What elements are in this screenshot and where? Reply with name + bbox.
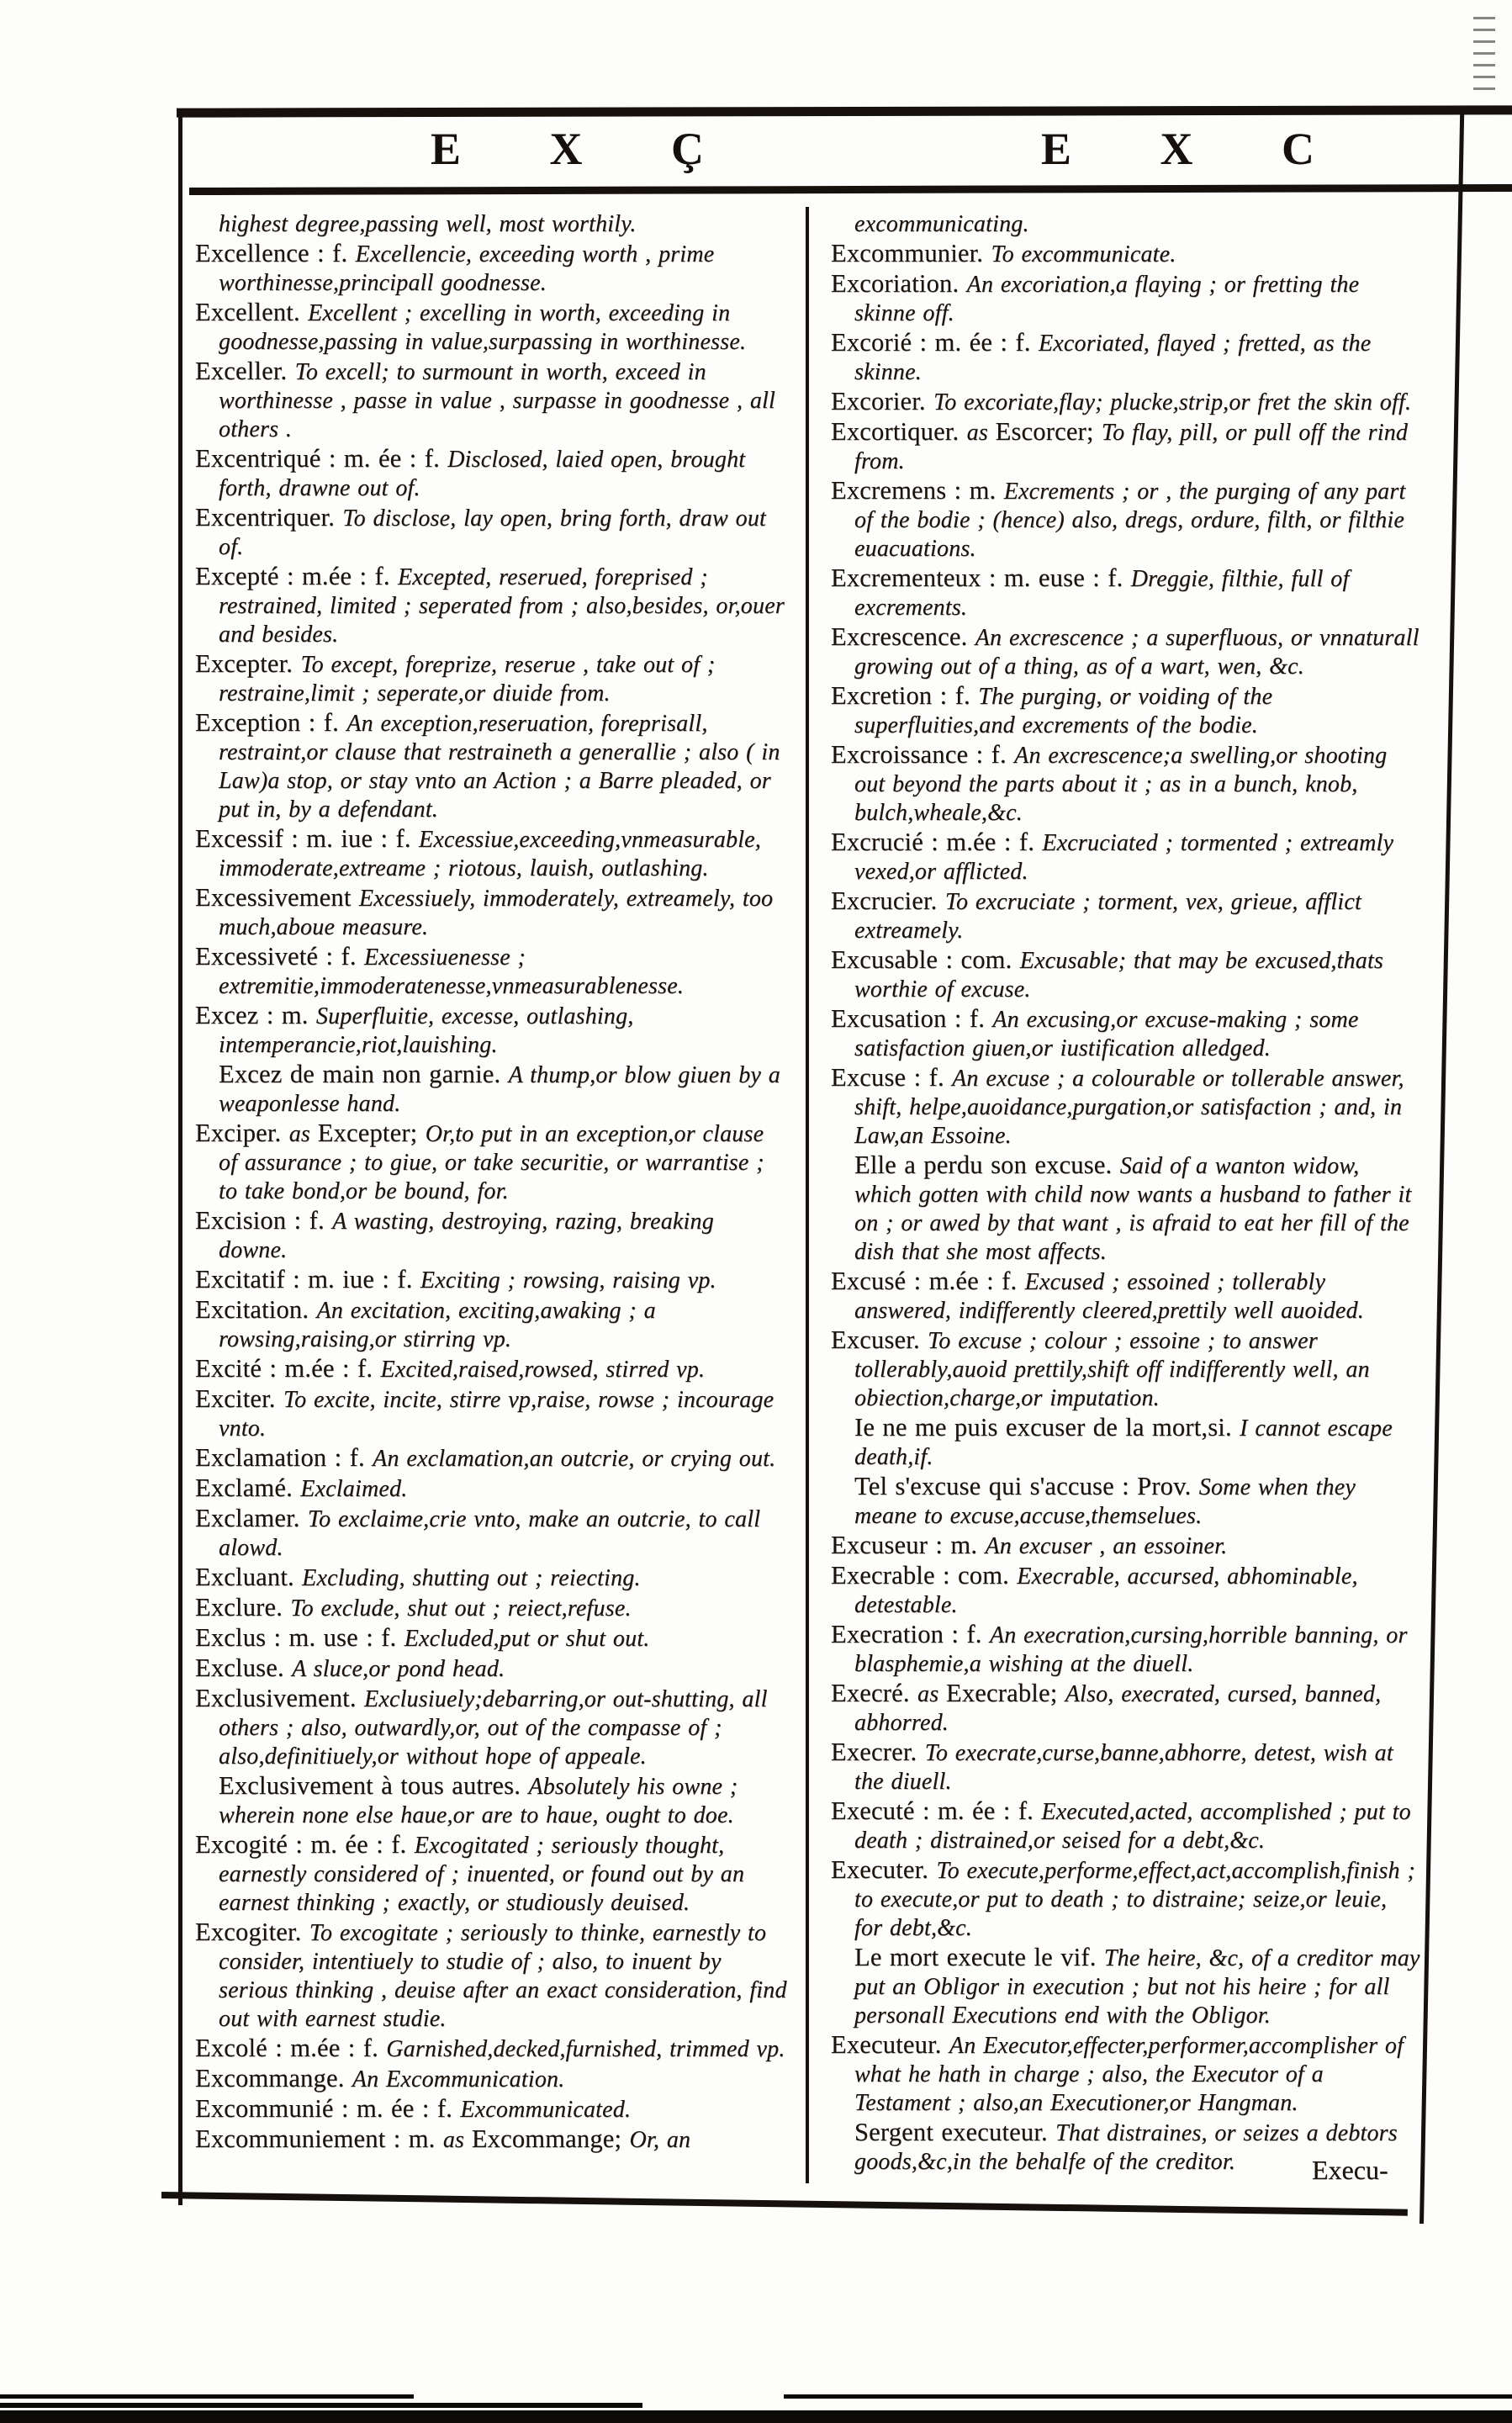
headword: Excusable : com. bbox=[831, 945, 1020, 974]
catchword: Execu- bbox=[1312, 2155, 1388, 2185]
definition-text: An excitation, exciting,awaking ; a rowsing,raising,or stirring vp. bbox=[219, 1298, 656, 1352]
dictionary-entry bbox=[195, 357, 787, 444]
definition-text: To exclaime,crie vnto, make an outcrie, to call alowd. bbox=[219, 1506, 761, 1561]
roman-text: Excepter; bbox=[317, 1119, 426, 1147]
definition-text: as bbox=[442, 2127, 472, 2153]
scan-artifact bbox=[784, 2394, 1512, 2399]
headword: Excessivement bbox=[195, 883, 359, 912]
definition-text: Excoriated, flayed ; fretted, as the skinne. bbox=[854, 331, 1372, 385]
definition-text: An excuser , an essoiner. bbox=[985, 1533, 1228, 1559]
definition-text: Also, execrated, cursed, banned, abhorred. bbox=[854, 1681, 1382, 1736]
definition-text: Absolutely his owne ; wherein none else haue,or are to haue, ought to doe. bbox=[219, 1774, 738, 1828]
roman-text: Tel s'excuse qui s'accuse : Prov. bbox=[854, 1472, 1199, 1500]
dictionary-entry bbox=[831, 681, 1421, 740]
headword: Exclamation : f. bbox=[195, 1443, 373, 1472]
headword: Excretion : f. bbox=[831, 681, 979, 710]
headword: Excogité : m. ée : f. bbox=[195, 1830, 415, 1859]
headword: Exciter. bbox=[195, 1384, 283, 1413]
dictionary-subentry bbox=[195, 1771, 787, 1830]
headword: Excolé : m.ée : f. bbox=[195, 2034, 387, 2062]
dictionary-entry bbox=[195, 239, 787, 298]
headword: Exclus : m. use : f. bbox=[195, 1623, 404, 1652]
dictionary-entry bbox=[831, 1855, 1421, 1943]
running-head-left: E X Ç bbox=[431, 124, 743, 174]
running-head-right: E X C bbox=[1041, 124, 1354, 174]
scan-artifact bbox=[0, 2403, 642, 2408]
dictionary-entry bbox=[831, 1561, 1421, 1620]
dictionary-entry bbox=[831, 328, 1421, 387]
roman-text: Excez de main non garnie. bbox=[219, 1060, 509, 1088]
dictionary-entry bbox=[195, 649, 787, 708]
dictionary-entry bbox=[195, 883, 787, 942]
headword: Exception : f. bbox=[195, 708, 347, 737]
roman-text: Le mort execute le vif. bbox=[854, 1943, 1104, 1971]
definition-text: Excused ; essoined ; tollerably answered, indifferently cleered,prettily well auoided. bbox=[854, 1269, 1364, 1324]
definition-text: Disclosed, laied open, brought forth, drawne out of. bbox=[219, 447, 746, 501]
dictionary-entry bbox=[195, 1653, 787, 1684]
definition-text: Exclaimed. bbox=[300, 1476, 408, 1502]
definition-text: Excrements ; or , the purging of any part of the bodie ; (hence) also, dregs, ordure, filth, or filthie euacuations. bbox=[854, 479, 1406, 562]
dictionary-entry bbox=[831, 828, 1421, 886]
dictionary-entry bbox=[831, 476, 1421, 563]
headword: Excitatif : m. iue : f. bbox=[195, 1265, 420, 1294]
headword: Excité : m.ée : f. bbox=[195, 1354, 381, 1383]
definition-text: An excoriation,a flaying ; or fretting the skinne off. bbox=[854, 272, 1360, 326]
dictionary-entry bbox=[195, 708, 787, 824]
dictionary-entry bbox=[195, 2034, 787, 2064]
roman-text: Sergent executeur. bbox=[854, 2118, 1056, 2146]
definition-text: An exclamation,an outcrie, or crying out. bbox=[373, 1446, 776, 1472]
definition-text: Or,to put in an exception,or clause of assurance ; to giue, or take securitie, or warrantise ; to take bond,or be bound, for. bbox=[219, 1121, 764, 1204]
definition-text: Said of a wanton widow, which gotten with child now wants a husband to father it on ; or awed by that want , is afraid to eat her fill of the dish that she most affects. bbox=[854, 1153, 1412, 1265]
headword: Excellent. bbox=[195, 298, 309, 326]
definition-text: Excommunicated. bbox=[460, 2097, 632, 2123]
definition-text: To execrate,curse,banne,abhorre, detest, wish at the diuell. bbox=[854, 1740, 1393, 1795]
roman-text: Ie ne me puis excuser de la mort,si. bbox=[854, 1413, 1240, 1442]
definition-text: Exclusiuely;debarring,or out-shutting, all others ; also, outwardly,or, out of the compasse of ; also,definitiuely,or without hope of appeale. bbox=[219, 1686, 768, 1770]
dictionary-entry bbox=[195, 1473, 787, 1504]
definition-text: Excusable; that may be excused,thats worthie of excuse. bbox=[854, 948, 1384, 1003]
definition-text: The purging, or voiding of the superfluities,and excrements of the bodie. bbox=[854, 684, 1273, 738]
dictionary-entry bbox=[195, 1623, 787, 1653]
dictionary-entry bbox=[195, 1443, 787, 1473]
definition-text: An Executor,effecter,performer,accomplisher of what he hath in charge ; also, the Executor of a Testament ; also,an Executioner,or Hangman. bbox=[854, 2033, 1404, 2116]
definition-text: To excruciate ; torment, vex, grieue, afflict extreamely. bbox=[854, 889, 1361, 944]
right-column bbox=[831, 210, 1421, 2177]
dictionary-entry bbox=[831, 269, 1421, 328]
scan-artifact bbox=[0, 2394, 414, 2399]
headword: Exclusivement. bbox=[195, 1684, 365, 1712]
headword: Excitation. bbox=[195, 1295, 317, 1324]
headword: Excusation : f. bbox=[831, 1004, 993, 1033]
dictionary-entry bbox=[195, 1563, 787, 1593]
definition-text: To except, foreprize, reserue , take out of ; restraine,limit ; seperate,or diuide from. bbox=[219, 652, 716, 706]
headword: Excremens : m. bbox=[831, 476, 1004, 505]
definition-text: Excepted, reserued, foreprised ; restrained, limited ; seperated from ; also,besides, or,ouer and besides. bbox=[219, 564, 785, 648]
dictionary-entry bbox=[195, 1593, 787, 1623]
headword: Excorié : m. ée : f. bbox=[831, 328, 1039, 357]
definition-text: To disclose, lay open, bring forth, draw out of. bbox=[219, 505, 767, 560]
headword: Execré. bbox=[831, 1679, 917, 1707]
definition-text: Excessiuenesse ; extremitie,immoderatenesse,vnmeasurablenesse. bbox=[219, 944, 685, 999]
dictionary-entry bbox=[195, 1918, 787, 2034]
headword: Excogiter. bbox=[195, 1918, 309, 1946]
roman-text: Exclusivement à tous autres. bbox=[219, 1771, 529, 1800]
headword: Execrable : com. bbox=[831, 1561, 1018, 1590]
dictionary-entry bbox=[831, 1679, 1421, 1738]
headword: Executer. bbox=[831, 1855, 937, 1884]
dictionary-entry bbox=[831, 387, 1421, 417]
dictionary-entry bbox=[195, 1384, 787, 1443]
definition-text: Excogitated ; seriously thought, earnestly considered of ; inuented, or found out by an earnest thinking ; exactly, or studiously deuised. bbox=[219, 1833, 745, 1916]
headword: Excepter. bbox=[195, 649, 301, 678]
dictionary-entry bbox=[831, 563, 1421, 622]
dictionary-subentry bbox=[831, 1151, 1421, 1267]
dictionary-entry bbox=[195, 1265, 787, 1295]
dictionary-entry bbox=[831, 740, 1421, 828]
header-rule bbox=[189, 184, 1512, 195]
dictionary-subentry bbox=[831, 1413, 1421, 1472]
headword: Excommunié : m. ée : f. bbox=[195, 2094, 461, 2123]
dictionary-entry bbox=[195, 2064, 787, 2094]
headword: Excortiquer. bbox=[831, 417, 967, 446]
headword: Excessif : m. iue : f. bbox=[195, 824, 420, 853]
headword: Excuseur : m. bbox=[831, 1531, 986, 1559]
definition-text: Excellent ; excelling in worth, exceeding in goodnesse,passing in value,surpassing in worthinesse. bbox=[219, 300, 747, 355]
dictionary-entry bbox=[831, 239, 1421, 269]
dictionary-entry bbox=[195, 444, 787, 503]
definition-text: Superfluitie, excesse, outlashing, intemperancie,riot,lauishing. bbox=[219, 1003, 634, 1058]
definition-text: excommunicating. bbox=[854, 211, 1029, 237]
definition-text: A sluce,or pond head. bbox=[292, 1656, 505, 1682]
left-column bbox=[195, 210, 787, 2155]
dictionary-entry bbox=[195, 824, 787, 883]
dictionary-entry bbox=[831, 417, 1421, 476]
definition-text: as bbox=[288, 1121, 318, 1147]
headword: Excrucié : m.ée : f. bbox=[831, 828, 1043, 856]
page-border-left bbox=[178, 109, 182, 2205]
headword: Excrescence. bbox=[831, 622, 975, 651]
headword: Excrucier. bbox=[831, 886, 945, 915]
headword: Excez : m. bbox=[195, 1001, 316, 1029]
definition-text: Garnished,decked,furnished, trimmed vp. bbox=[386, 2036, 785, 2062]
headword: Exclamer. bbox=[195, 1504, 308, 1532]
headword: Excorier. bbox=[831, 387, 934, 415]
definition-text: To execute,performe,effect,act,accomplish,finish ; to execute,or put to death ; to distraine; seize,or leuie, for debt,&c. bbox=[854, 1858, 1415, 1941]
dictionary-entry bbox=[831, 1796, 1421, 1855]
definition-text: An excrescence ; a superfluous, or vnnaturall growing out of a thing, as of a wart, wen, &c. bbox=[854, 625, 1419, 680]
definition-text: highest degree,passing well, most worthily. bbox=[219, 211, 637, 237]
definition-text: To excuse ; colour ; essoine ; to answer tollerably,auoid prettily,shift off indifferently well, an obiection,charge,or imputation. bbox=[854, 1328, 1370, 1411]
headword: Excessiveté : f. bbox=[195, 942, 364, 971]
dictionary-entry bbox=[195, 1504, 787, 1563]
definition-text: Dreggie, filthie, full of excrements. bbox=[854, 566, 1350, 621]
scan-speckle bbox=[1473, 17, 1495, 93]
dictionary-entry bbox=[831, 1325, 1421, 1413]
headword: Excommuniement : m. bbox=[195, 2124, 443, 2153]
roman-text: Elle a perdu son excuse. bbox=[854, 1151, 1120, 1179]
dictionary-entry bbox=[831, 1063, 1421, 1151]
definition-text: as bbox=[917, 1681, 946, 1707]
headword: Executeur. bbox=[831, 2030, 949, 2059]
headword: Excentriqué : m. ée : f. bbox=[195, 444, 448, 473]
headword: Excentriquer. bbox=[195, 503, 343, 532]
definition-text: The heire, &c, of a creditor may put an Obligor in execution ; but not his heire ; for all personall Executions end with the Obligor. bbox=[854, 1945, 1420, 2029]
dictionary-entry bbox=[831, 1531, 1421, 1561]
dictionary-entry bbox=[195, 1119, 787, 1206]
dictionary-entry bbox=[831, 886, 1421, 945]
headword: Exclure. bbox=[195, 1593, 291, 1622]
headword: Excrementeux : m. euse : f. bbox=[831, 563, 1131, 592]
definition-text: Exciting ; rowsing, raising vp. bbox=[420, 1267, 716, 1294]
definition-text: An execration,cursing,horrible banning, or blasphemie,a wishing at the diuell. bbox=[854, 1622, 1408, 1677]
dictionary-subentry bbox=[195, 210, 787, 239]
definition-text: To flay, pill, or pull off the rind from. bbox=[854, 420, 1409, 474]
dictionary-entry bbox=[831, 945, 1421, 1004]
definition-text: A wasting, destroying, razing, breaking downe. bbox=[219, 1209, 714, 1263]
definition-text: An exception,reseruation, foreprisall, restraint,or clause that restraineth a generallie ; also ( in Law)a stop, or stay vnto an Action ; a Barre pleaded, or put in, by a defendant. bbox=[219, 711, 780, 823]
definition-text: Excessiuely, immoderately, extreamely, too much,aboue measure. bbox=[219, 886, 774, 940]
headword: Executé : m. ée : f. bbox=[831, 1796, 1042, 1825]
definition-text: Executed,acted, accomplished ; put to death ; distrained,or seised for a debt,&c. bbox=[854, 1799, 1411, 1854]
definition-text: To excoriate,flay; plucke,strip,or fret the skin off. bbox=[933, 389, 1412, 415]
dictionary-entry bbox=[831, 1004, 1421, 1063]
definition-text: An excrescence;a swelling,or shooting out beyond the parts about it ; as in a bunch, knob, bulch,wheale,&c. bbox=[854, 743, 1388, 826]
dictionary-entry bbox=[195, 1206, 787, 1265]
dictionary-entry bbox=[195, 1684, 787, 1771]
definition-text: An excuse ; a colourable or tollerable answer, shift, helpe,auoidance,purgation,or satisfaction ; and, in Law,an Essoine. bbox=[854, 1066, 1404, 1149]
definition-text: Some when they meane to excuse,accuse,themselues. bbox=[854, 1474, 1356, 1529]
definition-text: To excogitate ; seriously to thinke, earnestly to consider, intentiuely to studie of ; also, to inuent by serious thinking , deuise after an exact consideration, find out with earnest studie. bbox=[219, 1920, 787, 2032]
dictionary-entry bbox=[195, 942, 787, 1001]
dictionary-subentry bbox=[195, 1060, 787, 1119]
bottom-rule bbox=[161, 2192, 1408, 2216]
dictionary-entry bbox=[831, 1738, 1421, 1796]
dictionary-subentry bbox=[831, 1472, 1421, 1531]
definition-text: To exclude, shut out ; reiect,refuse. bbox=[290, 1595, 632, 1622]
definition-text: An Excommunication. bbox=[352, 2066, 565, 2092]
dictionary-entry bbox=[195, 2094, 787, 2124]
dictionary-entry bbox=[195, 298, 787, 357]
headword: Excoriation. bbox=[831, 269, 967, 298]
dictionary-subentry bbox=[831, 210, 1421, 239]
dictionary-entry bbox=[831, 1267, 1421, 1325]
headword: Exciper. bbox=[195, 1119, 289, 1147]
definition-text: Or, an bbox=[629, 2127, 691, 2153]
dictionary-subentry bbox=[831, 1943, 1421, 2030]
definition-text: To excommunicate. bbox=[991, 241, 1176, 267]
dictionary-entry bbox=[831, 1620, 1421, 1679]
dictionary-entry bbox=[195, 1001, 787, 1060]
definition-text: I cannot escape death,if. bbox=[854, 1415, 1393, 1470]
definition-text: An excusing,or excuse-making ; some satisfaction giuen,or iustification alledged. bbox=[854, 1007, 1359, 1061]
headword: Excuse : f. bbox=[831, 1063, 953, 1092]
definition-text: Excluding, shutting out ; reiecting. bbox=[302, 1565, 641, 1591]
definition-text: Execrable, accursed, abhominable, detestable. bbox=[854, 1563, 1358, 1618]
headword: Execration : f. bbox=[831, 1620, 990, 1648]
dictionary-entry bbox=[195, 562, 787, 649]
definition-text: That distraines, or seizes a debtors goods,&c,in the behalfe of the creditor. bbox=[854, 2120, 1398, 2175]
roman-text: Escorcer; bbox=[995, 417, 1102, 446]
dictionary-entry bbox=[195, 1295, 787, 1354]
definition-text: Excruciated ; tormented ; extreamly vexed,or afflicted. bbox=[854, 830, 1394, 885]
dictionary-entry bbox=[195, 1830, 787, 1918]
page-border-right bbox=[1419, 108, 1464, 2224]
scan-artifact bbox=[0, 2410, 1512, 2423]
top-rule bbox=[177, 105, 1512, 117]
headword: Exceller. bbox=[195, 357, 295, 385]
dictionary-entry bbox=[195, 503, 787, 562]
dictionary-entry bbox=[831, 622, 1421, 681]
definition-text: To excell; to surmount in worth, exceed in worthinesse , passe in value , surpasse in goodnesse , all others . bbox=[219, 359, 776, 442]
headword: Excuser. bbox=[831, 1325, 928, 1354]
headword: Excluant. bbox=[195, 1563, 303, 1591]
dictionary-entry bbox=[195, 1354, 787, 1384]
roman-text: Execrable; bbox=[946, 1679, 1065, 1707]
definition-text: Excited,raised,rowsed, stirred vp. bbox=[380, 1357, 706, 1383]
headword: Excroissance : f. bbox=[831, 740, 1015, 769]
roman-text: Excommange; bbox=[471, 2124, 630, 2153]
headword: Excusé : m.ée : f. bbox=[831, 1267, 1025, 1295]
definition-text: as bbox=[966, 420, 996, 446]
definition-text: To excite, incite, stirre vp,raise, rowse ; incourage vnto. bbox=[219, 1387, 775, 1442]
dictionary-entry bbox=[831, 2030, 1421, 2118]
headword: Excommange. bbox=[195, 2064, 352, 2092]
definition-text: Excellencie, exceeding worth , prime worthinesse,principall goodnesse. bbox=[219, 241, 715, 296]
definition-text: A thump,or blow giuen by a weaponlesse hand. bbox=[219, 1062, 780, 1117]
headword: Excision : f. bbox=[195, 1206, 333, 1235]
headword: Execrer. bbox=[831, 1738, 925, 1766]
definition-text: Excessiue,exceeding,vnmeasurable, immoderate,extreame ; riotous, lauish, outlashing. bbox=[219, 827, 761, 881]
headword: Excommunier. bbox=[831, 239, 991, 267]
headword: Excepté : m.ée : f. bbox=[195, 562, 398, 590]
definition-text: Excluded,put or shut out. bbox=[404, 1626, 650, 1652]
headword: Excluse. bbox=[195, 1653, 293, 1682]
headword: Excellence : f. bbox=[195, 239, 356, 267]
column-divider-rule bbox=[806, 207, 809, 2183]
dictionary-entry bbox=[195, 2124, 787, 2155]
headword: Exclamé. bbox=[195, 1473, 301, 1502]
